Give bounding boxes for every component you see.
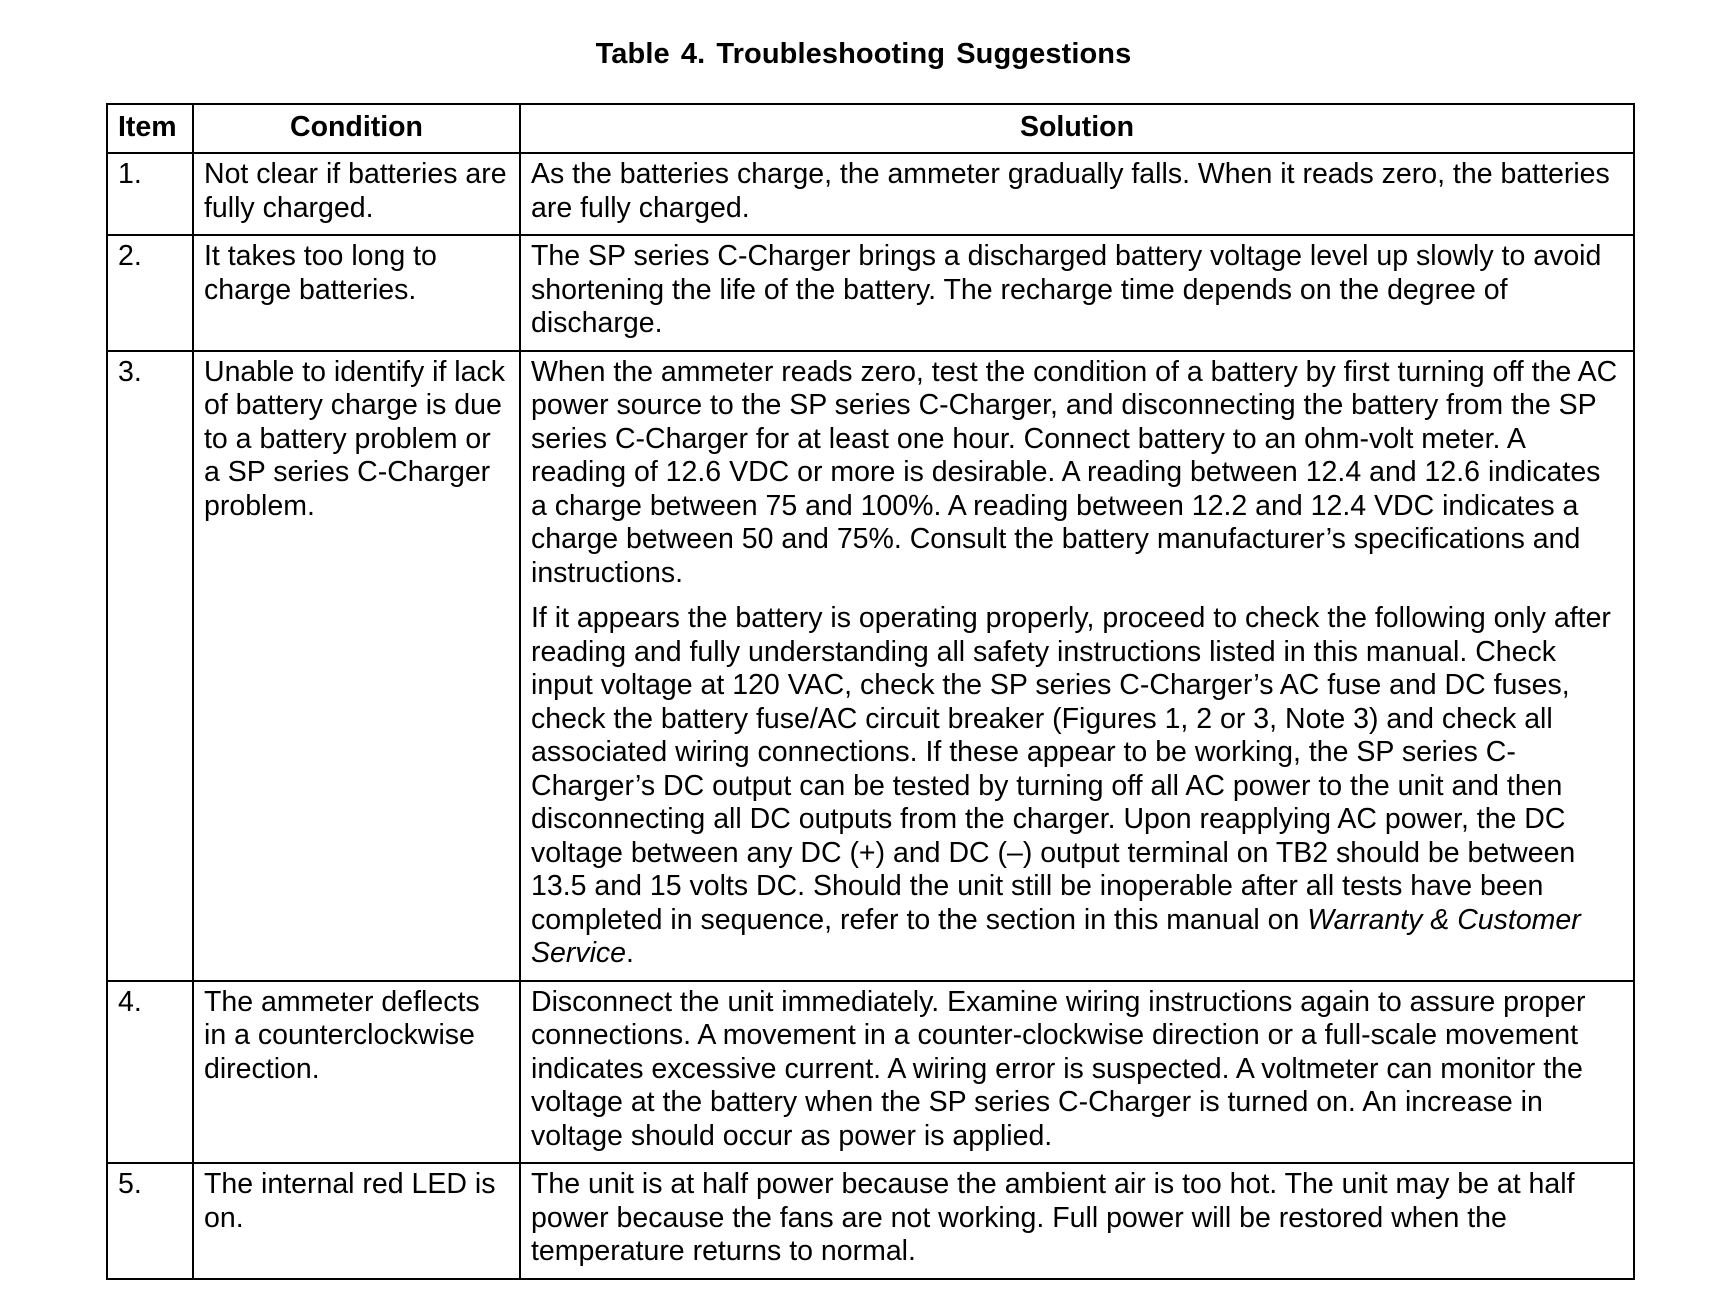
row-item-number: 1.: [107, 153, 193, 235]
header-solution: Solution: [520, 104, 1634, 153]
row-solution: Disconnect the unit immediately. Examine wiring instructions again to assure proper connections. A movement in a counter-clockwise direction or a full-scale movement indicates excessive current. A wiring error is suspected. A voltmeter can monitor the voltage at the battery when the SP series C-Charger is turned on. An increase in voltage should occur as power is applied.: [520, 981, 1634, 1164]
row-solution-cell: [520, 351, 1634, 981]
row-item-number: 3.: [107, 351, 193, 981]
row-solution-paragraph-2-text: If it appears the battery is operating properly, proceed to check the following only after reading and fully understanding all safety instructions listed in this manual. Check input voltage at 120 VAC, check the SP series C-Charger’s AC fuse and DC fuses, check the battery fuse/AC circuit breaker (Figures 1, 2 or 3, Note 3) and check all associated wiring connections. If these appear to be working, the SP series C-Charger’s DC output can be tested by turning off all AC power to the unit and then disconnecting all DC outputs from the charger. Upon reapplying AC power, the DC voltage between any DC (+) and DC (–) output terminal on TB2 should be between 13.5 and 15 volts DC. Should the unit still be inoperable after all tests have been completed in sequence, refer to the section in this manual on: [531, 602, 1611, 936]
row-solution: The unit is at half power because the ambient air is too hot. The unit may be at half power because the fans are not working. Full power will be restored when the temperature returns to normal.: [520, 1163, 1634, 1279]
table-row: [107, 235, 1634, 351]
troubleshooting-table: [106, 103, 1635, 1280]
row-solution: As the batteries charge, the ammeter gradually falls. When it reads zero, the batteries are fully charged.: [520, 153, 1634, 235]
row-condition: The ammeter deflects in a counterclockwise direction.: [193, 981, 520, 1164]
row-item-number: 2.: [107, 235, 193, 351]
row-condition: The internal red LED is on.: [193, 1163, 520, 1279]
table-header-row: [107, 104, 1634, 153]
row-solution: The SP series C-Charger brings a discharged battery voltage level up slowly to avoid shortening the life of the battery. The recharge time depends on the degree of discharge.: [520, 235, 1634, 351]
row-solution-paragraph-1: When the ammeter reads zero, test the condition of a battery by first turning off the AC power source to the SP series C-Charger, and disconnecting the battery from the SP series C-Charger for at least one hour. Connect battery to an ohm-volt meter. A reading of 12.6 VDC or more is desirable. A reading between 12.4 and 12.6 indicates a charge between 75 and 100%. A reading between 12.2 and 12.4 VDC indicates a charge between 50 and 75%. Consult the battery manufacturer’s specifications and instructions.: [531, 355, 1618, 589]
table-caption: Table 4. Troubleshooting Suggestions: [595, 38, 1132, 70]
row-item-number: 4.: [107, 981, 193, 1164]
table-row: [107, 1163, 1634, 1279]
paragraph-end-period: .: [626, 937, 634, 969]
row-solution-paragraph-2: [531, 602, 1623, 971]
row-condition: Unable to identify if lack of battery charge is due to a battery problem or a SP series C-Charger problem.: [193, 351, 520, 981]
header-item: Item: [107, 104, 193, 153]
table-row: [107, 981, 1634, 1164]
row-condition: It takes too long to charge batteries.: [193, 235, 520, 351]
warranty-section-reference: Warranty & Customer Service: [531, 903, 1581, 969]
header-condition: Condition: [193, 104, 520, 153]
row-condition: Not clear if batteries are fully charged.: [193, 153, 520, 235]
table-row: [107, 351, 1634, 981]
table-row: [107, 153, 1634, 235]
row-item-number: 5.: [107, 1163, 193, 1279]
